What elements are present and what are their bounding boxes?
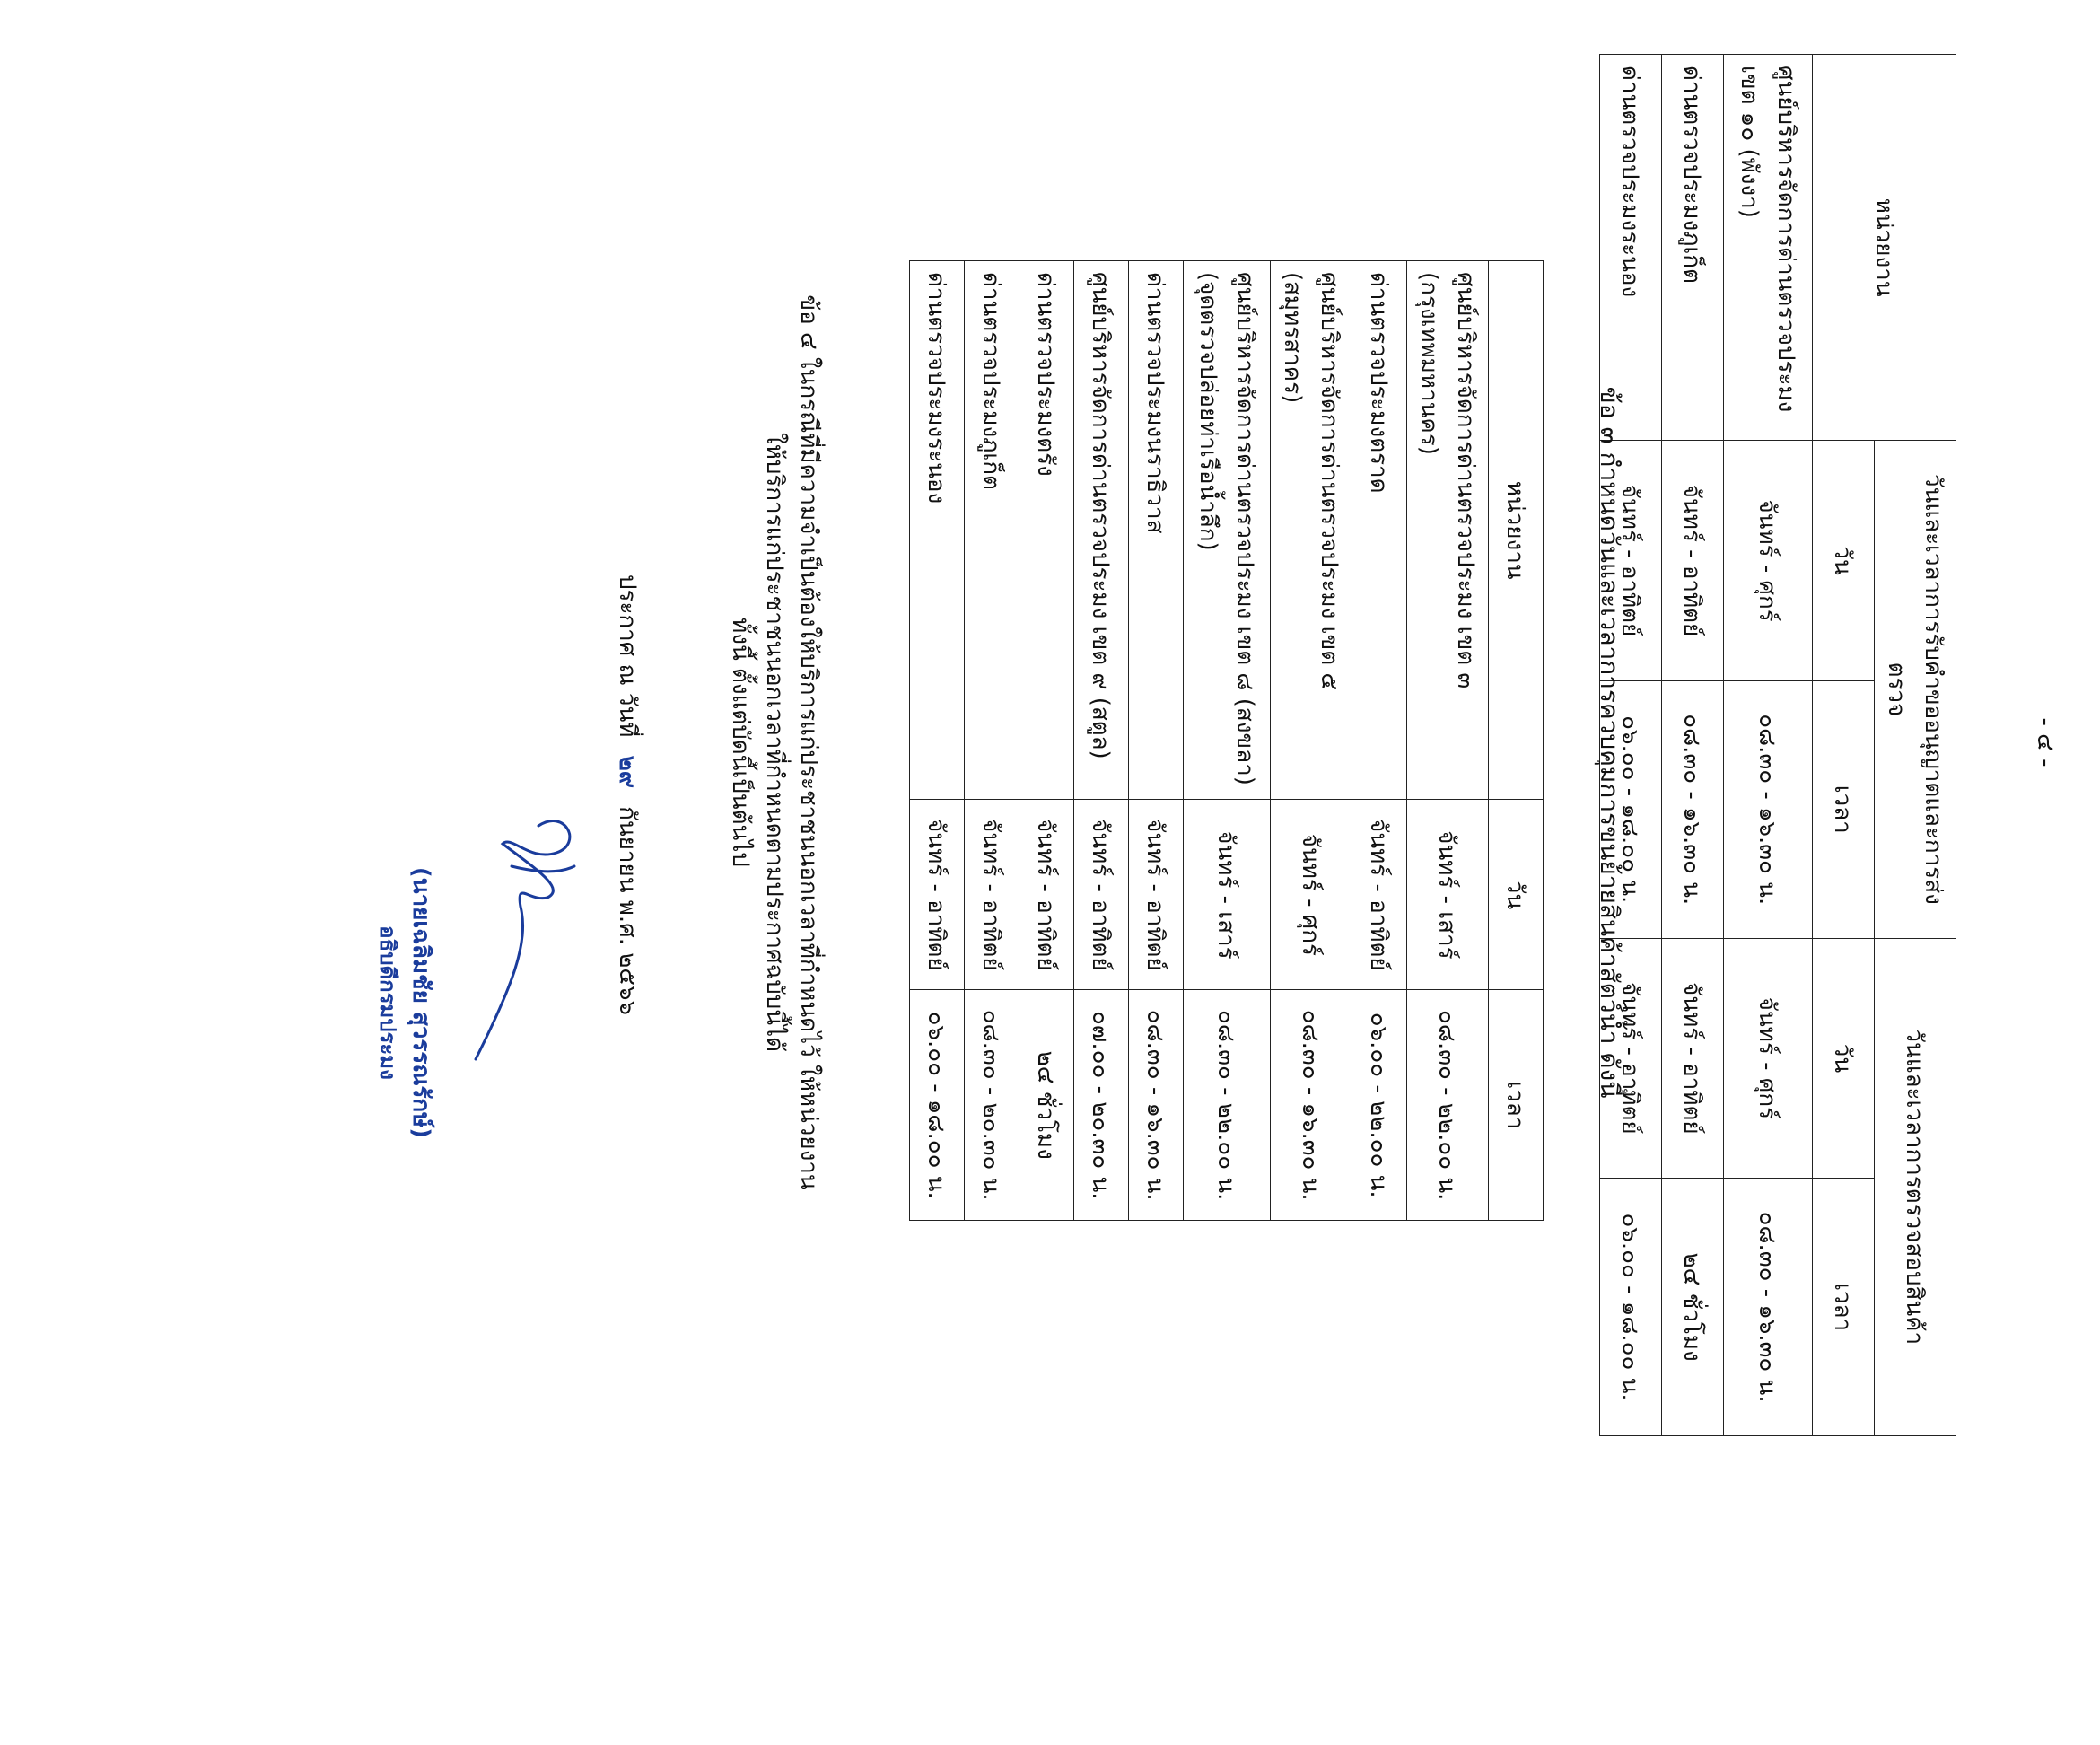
day-cell: จันทร์ - ศุกร์ (1271, 800, 1352, 990)
table-row (1184, 261, 1271, 1221)
inspection-schedule-table (1599, 54, 1956, 1436)
time-cell: ๐๘.๓๐ - ๑๖.๓๐ น. (1129, 990, 1184, 1221)
transport-control-table (909, 260, 1544, 1221)
day-cell: จันทร์ - อาทิตย์ (1600, 938, 1662, 1179)
time-cell: ๐๖.๐๐ - ๑๘.๐๐ น. (1600, 1179, 1662, 1436)
time-cell: ๐๖.๐๐ - ๒๒.๐๐ น. (1352, 990, 1407, 1221)
unit-cell: ด่านตรวจประมงตราด (1352, 261, 1407, 800)
table2-header-unit: หน่วยงาน (1489, 261, 1544, 800)
time-cell: ๐๘.๓๐ - ๒๐.๓๐ น. (965, 990, 1019, 1221)
unit-cell: ศูนย์บริหารจัดการด่านตรวจประมง เขต ๙ (สตูล) (1074, 261, 1129, 800)
unit-cell: ด่านตรวจประมงระนอง (1600, 55, 1662, 441)
table-row (910, 261, 965, 1221)
table-row (1019, 261, 1074, 1221)
day-cell: จันทร์ - อาทิตย์ (1662, 938, 1724, 1179)
table1-subheader-day-1: วัน (1813, 441, 1875, 681)
time-cell: ๐๘.๓๐ - ๒๒.๐๐ น. (1184, 990, 1271, 1221)
table1-subheader-day-2: วัน (1813, 938, 1875, 1179)
clause-4-line-1: ข้อ ๔ ในกรณีที่มีความจำเป็นต้องให้บริการแก่ประชาชนนอกเวลาที่กำหนดไว้ ให้หน่วยงาน (795, 294, 822, 1190)
signature-image (467, 790, 601, 1077)
time-cell: ๐๘.๓๐ - ๑๖.๓๐ น. (1724, 680, 1813, 938)
table1-header-group1: วันและเวลาการรับคำขออนุญาตและการส่งตรวจ (1875, 441, 1956, 938)
unit-cell: ด่านตรวจประมงภูเก็ต (1662, 55, 1724, 441)
unit-cell: ด่านตรวจประมงระนอง (910, 261, 965, 800)
table-row (1074, 261, 1129, 1221)
unit-cell: ศูนย์บริหารจัดการด่านตรวจประมง เขต ๓ (กรุงเทพมหานคร) (1407, 261, 1489, 800)
unit-cell: ศูนย์บริหารจัดการด่านตรวจประมง เขต ๕ (สมุทรสาคร) (1271, 261, 1352, 800)
day-cell: จันทร์ - เสาร์ (1184, 800, 1271, 990)
announce-prefix: ประกาศ ณ วันที่ (614, 574, 641, 738)
signer-title: อธิบดีกรมประมง (375, 925, 400, 1080)
day-cell: จันทร์ - อาทิตย์ (1019, 800, 1074, 990)
time-cell: ๐๘.๓๐ - ๑๖.๓๐ น. (1724, 1179, 1813, 1436)
day-cell: จันทร์ - อาทิตย์ (1352, 800, 1407, 990)
table-row (965, 261, 1019, 1221)
table-row (1352, 261, 1407, 1221)
announcement-date (609, 574, 646, 1015)
day-cell: จันทร์ - ศุกร์ (1724, 938, 1813, 1179)
time-cell: ๐๖.๐๐ - ๑๘.๐๐ น. (1600, 680, 1662, 938)
table-row (1129, 261, 1184, 1221)
unit-cell: ด่านตรวจประมงภูเก็ต (965, 261, 1019, 800)
unit-cell: ด่านตรวจประมงตรัง (1019, 261, 1074, 800)
clause-3-heading: ข้อ ๓ กำหนดวันและเวลาการควบคุมการขนย้ายสินค้าสัตว์น้ำ ดังนี้ (1595, 386, 1624, 1099)
table-row (1271, 261, 1352, 1221)
time-cell: ๐๖.๐๐ - ๑๘.๐๐ น. (910, 990, 965, 1221)
day-cell: จันทร์ - อาทิตย์ (1662, 441, 1724, 681)
table1-subheader-time-1: เวลา (1813, 680, 1875, 938)
table2-header-time: เวลา (1489, 990, 1544, 1221)
day-cell: จันทร์ - อาทิตย์ (965, 800, 1019, 990)
announce-suffix: กันยายน พ.ศ. ๒๕๖๖ (614, 806, 641, 1016)
time-cell: ๐๗.๐๐ - ๒๐.๓๐ น. (1074, 990, 1129, 1221)
announce-day: ๒๙ (614, 755, 641, 788)
clause-4-paragraph (723, 0, 826, 1485)
unit-cell: ศูนย์บริหารจัดการด่านตรวจประมง เขต ๘ (สงขลา) (จุดตรวจปล่อยท่าเรือน้ำลึก) (1184, 261, 1271, 800)
table1-header-group2: วันและเวลาการตรวจสอบสินค้า (1875, 938, 1956, 1435)
time-cell: ๐๘.๓๐ - ๑๖.๓๐ น. (1662, 680, 1724, 938)
day-cell: จันทร์ - อาทิตย์ (1129, 800, 1184, 990)
day-cell: จันทร์ - อาทิตย์ (1600, 441, 1662, 681)
table2-header-day: วัน (1489, 800, 1544, 990)
time-cell: ๒๔ ชั่วโมง (1662, 1179, 1724, 1436)
day-cell: จันทร์ - เสาร์ (1407, 800, 1489, 990)
day-cell: จันทร์ - อาทิตย์ (1074, 800, 1129, 990)
day-cell: จันทร์ - ศุกร์ (1724, 441, 1813, 681)
table-row (1407, 261, 1489, 1221)
table-row (1724, 55, 1813, 1436)
table1-subheader-time-2: เวลา (1813, 1179, 1875, 1436)
time-cell: ๒๔ ชั่วโมง (1019, 990, 1074, 1221)
day-cell: จันทร์ - อาทิตย์ (910, 800, 965, 990)
page-number: - ๔ - (2032, 717, 2059, 767)
table1-header-unit: หน่วยงาน (1813, 55, 1956, 441)
time-cell: ๐๘.๓๐ - ๒๒.๐๐ น. (1407, 990, 1489, 1221)
clause-4-line-3: ทั้งนี้ ตั้งแต่บัดนี้เป็นต้นไป (727, 618, 754, 867)
clause-4-line-2: ให้บริการแก่ประชาชนนอกเวลาที่กำหนดตามประกาศฉบับนี้ได้ (761, 433, 788, 1052)
time-cell: ๐๘.๓๐ - ๑๖.๓๐ น. (1271, 990, 1352, 1221)
table-row (1662, 55, 1724, 1436)
unit-cell: ศูนย์บริหารจัดการด่านตรวจประมง เขต ๑๐ (พังงา) (1724, 55, 1813, 441)
unit-cell: ด่านตรวจประมงนราธิวาส (1129, 261, 1184, 800)
signer-name: (นายเฉลิมชัย สุวรรณรักษ์) (407, 866, 434, 1139)
